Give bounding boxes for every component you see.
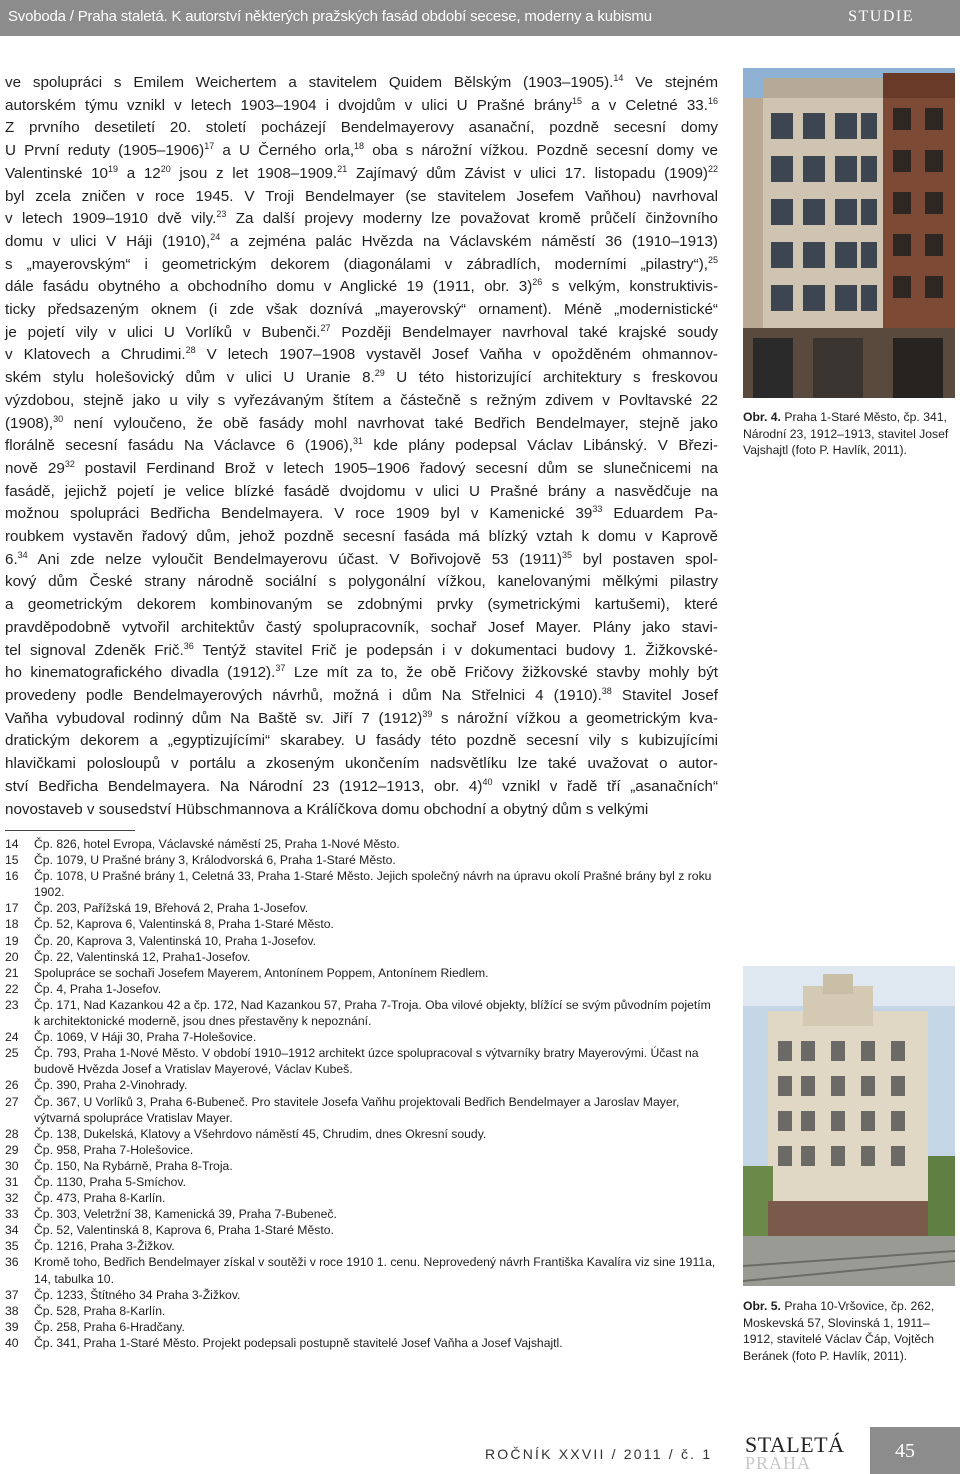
footnote-text: Čp. 1130, Praha 5-Smíchov. <box>34 1174 186 1189</box>
footnote-ref[interactable]: 23 <box>216 209 227 220</box>
text-segment: a 12 <box>118 164 161 182</box>
footnote-text: Čp. 367, U Vorlíků 3, Praha 6-Bubeneč. Pro stavitele Josefa Vaňhu projektovali Bedřich Bendelmayer a Jaroslav Mayer, výtvarná spolupráce Vratislav Mayer. <box>34 1094 680 1125</box>
footnote-ref[interactable]: 28 <box>185 345 196 356</box>
footnote-item <box>5 916 720 932</box>
page-number: 45 <box>895 1440 915 1462</box>
footnote-item <box>5 1029 720 1045</box>
text-segment: Eduardem Pa- <box>602 505 718 523</box>
footnote-item <box>5 1222 720 1238</box>
text-line <box>5 140 718 163</box>
text-line <box>5 413 718 436</box>
footnote-ref[interactable]: 24 <box>210 231 221 242</box>
footnote-item <box>5 1335 720 1351</box>
footnote-text: Čp. 826, hotel Evropa, Václavské náměstí 25, Praha 1-Nové Město. <box>34 837 400 851</box>
footnote-text: Čp. 138, Dukelská, Klatovy a Všehrdovo náměstí 45, Chrudim, dnes Okresní soudy. <box>34 1126 487 1141</box>
text-segment: v letech 1909–1910 dvě vily. <box>5 210 217 228</box>
text-segment: ho kinematografického divadla (1912). <box>5 664 276 682</box>
footnote-number: 18 <box>5 917 19 932</box>
figure-5-caption <box>743 1298 953 1364</box>
text-segment: florálně secesní fasádu Na Václavce 6 (1906), <box>5 437 353 455</box>
footnote-text: Čp. 258, Praha 6-Hradčany. <box>34 1319 185 1334</box>
text-segment: není vyloučeno, že obě fasády mohl navrhovat také Bedřich Bendelmayer, stejně jako <box>63 414 718 432</box>
text-segment: Později Bendelmayer navrhoval také krajské soudy <box>330 323 718 341</box>
text-segment: a zejména palác Hvězda na Václavském náměstí 36 (1910–1913) <box>220 232 718 250</box>
footnote-text: Čp. 303, Veletržní 38, Kamenická 39, Praha 7-Bubeneč. <box>34 1207 337 1222</box>
text-line <box>5 708 718 731</box>
footnote-item <box>5 981 720 997</box>
text-segment: ticky předsazeným oknem (i zde však doznívá „mayerovský“ ornament). Méně „modernistické“ <box>5 301 718 319</box>
footnote-number: 15 <box>5 853 19 868</box>
text-segment: s velkým, konstruktivis- <box>542 278 718 296</box>
text-segment: a U Černého orla, <box>214 142 355 160</box>
text-segment: domu v ulici V Háji (1910), <box>5 232 211 250</box>
figure-4-photo <box>743 68 955 398</box>
text-line <box>5 322 718 345</box>
text-segment: byl postaven spol- <box>572 550 718 568</box>
text-line <box>5 367 718 390</box>
footnote-text: Čp. 22, Valentinská 12, Praha1-Josefov. <box>34 949 251 964</box>
footnote-ref[interactable]: 34 <box>17 549 28 560</box>
text-line <box>5 753 718 776</box>
footnote-ref[interactable]: 14 <box>613 73 624 83</box>
text-line <box>5 186 718 209</box>
footnote-ref[interactable]: 17 <box>204 141 215 152</box>
text-line <box>5 640 718 663</box>
text-segment: novostaveb v sousedství Hübschmannova a Králíčkova domu obchodní a obytný dům s velkými <box>5 800 649 818</box>
text-segment: fasádě, jejichž pojetí je velice blízké fasádě dvojdomu v ulici U Prašné brány a nasvědčuje na <box>5 482 718 500</box>
footnote-text: Čp. 390, Praha 2-Vinohrady. <box>34 1078 188 1093</box>
section-label: STUDIE <box>848 8 914 25</box>
footnote-ref[interactable]: 15 <box>571 95 582 106</box>
text-segment: ve spolupráci s Emilem Weichertem a stavitelem Quidem Bělským (1903–1905). <box>5 74 614 91</box>
text-line <box>5 617 718 640</box>
text-segment: Valentinské 10 <box>5 164 108 182</box>
text-segment: Tentýž stavitel Frič je podepsán i v dokumentaci budovy 1. Žižkovské- <box>193 641 718 659</box>
footnote-item <box>5 1094 720 1126</box>
footnote-item <box>5 1045 720 1077</box>
footnote-text: Čp. 52, Kaprova 6, Valentinská 8, Praha 1-Staré Město. <box>34 917 334 932</box>
text-line <box>5 503 718 526</box>
footnote-number: 14 <box>5 837 19 851</box>
text-segment: Vaňha vybudoval rodinný dům Na Baště sv. Jiří 7 (1912) <box>5 709 423 727</box>
text-segment: dále fasádu obytného a obchodního domu v Anglické 19 (1911, obr. 3) <box>5 278 533 296</box>
footnote-number: 36 <box>5 1255 19 1270</box>
text-line <box>5 72 718 95</box>
text-segment: vznikl v řadě tří „asanačních“ <box>492 777 719 795</box>
footnote-item <box>5 1287 720 1303</box>
footnote-number: 35 <box>5 1239 19 1254</box>
footnote-text: Čp. 341, Praha 1-Staré Město. Projekt podepsali postupně stavitelé Josef Vaňha a Josef Vajshajtl. <box>34 1335 563 1350</box>
footnote-text: Čp. 473, Praha 8-Karlín. <box>34 1191 166 1206</box>
footnote-item <box>5 997 720 1029</box>
header-bar <box>0 0 960 36</box>
text-segment: s „mayerovským“ i geometrickým dekorem (diagonálami v zábradlích, moderními „pilastry“), <box>5 255 708 273</box>
footnote-text: Čp. 958, Praha 7-Holešovice. <box>34 1142 194 1157</box>
footnote-item <box>5 1077 720 1093</box>
text-segment: provedeny podle Bendelmayerových návrhů, možná i dům Na Střelnici 4 (1910). <box>5 686 602 704</box>
footnote-number: 24 <box>5 1030 19 1045</box>
figure-5-caption-text: Praha 10-Vršovice, čp. 262, Moskevská 57, Slovinská 1, 1911–1912, stavitelé Václav Čáp, Vojtěch Beránek (foto P. Havlík, 2011). <box>743 1299 935 1363</box>
footnote-item <box>5 836 720 852</box>
footnote-text: Čp. 1078, U Prašné brány 1, Celetná 33, Praha 1-Staré Město. Jejich společný návrh na úpravu okolí Prašné brány byl z roku 1902. <box>34 869 712 900</box>
footnote-text: Čp. 1233, Štítného 34 Praha 3-Žižkov. <box>34 1287 241 1302</box>
text-segment: Zajímavý dům Závist v ulici 17. listopadu (1909) <box>347 164 708 182</box>
text-segment: autorském týmu vznikl v letech 1903–1904 i dvojdům v ulici U Prašné brány <box>5 96 572 114</box>
footnote-text: Čp. 528, Praha 8-Karlín. <box>34 1303 166 1318</box>
text-line <box>5 799 718 822</box>
footnote-text: Čp. 171, Nad Kazankou 42 a čp. 172, Nad Kazankou 57, Praha 7-Troja. Oba vilové objekty, blížící se svým původním pojetím k architektonické moderně, jsou dnes přestavěny k nepoznání. <box>34 997 711 1029</box>
footnote-number: 23 <box>5 997 19 1012</box>
footnote-ref[interactable]: 19 <box>107 163 118 174</box>
footnote-number: 21 <box>5 965 19 980</box>
text-segment: dratickým dekorem a „egyptizujícími“ skarabey. U fasády této pozdně secesní vily s kubizujícími <box>5 732 718 750</box>
figure-5-photo <box>743 966 955 1286</box>
footnote-number: 29 <box>5 1142 19 1157</box>
footnote-ref[interactable]: 22 <box>707 163 718 174</box>
text-line <box>5 208 718 231</box>
footnote-number: 40 <box>5 1335 19 1350</box>
footnote-number: 22 <box>5 981 19 996</box>
footnote-number: 38 <box>5 1303 19 1318</box>
text-line <box>5 435 718 458</box>
text-line <box>5 231 718 254</box>
text-line <box>5 685 718 708</box>
text-line <box>5 571 718 594</box>
text-segment: je pojetí vily v ulici U Vorlíků v Bubenči. <box>5 323 321 341</box>
main-article-text <box>5 72 718 821</box>
footnote-text: Čp. 793, Praha 1-Nové Město. V období 1910–1912 architekt úzce spolupracoval s výtvarníky bratry Mayerovými. Účast na budově Hvězda Josef a Vratislav Mayerové, Václav Kubeš. <box>34 1046 699 1077</box>
text-segment: nově 29 <box>5 459 65 477</box>
text-segment: možnou spolupráci Bedřicha Bendelmayera. V roce 1909 byl v Kamenické 39 <box>5 505 593 523</box>
footnote-text: Čp. 1216, Praha 3-Žižkov. <box>34 1239 175 1254</box>
text-line <box>5 276 718 299</box>
footnote-ref[interactable]: 35 <box>562 549 573 560</box>
footnote-number: 28 <box>5 1126 19 1141</box>
text-line <box>5 481 718 504</box>
text-line <box>5 594 718 617</box>
footnote-item <box>5 1158 720 1174</box>
figure-4-caption-text: Praha 1-Staré Město, čp. 341, Národní 23, 1912–1913, stavitel Josef Vajshajtl (foto P. Havlík, 2011). <box>743 410 949 457</box>
text-line <box>5 390 718 413</box>
journal-logo-bottom: PRAHA <box>745 1453 812 1473</box>
footnote-number: 16 <box>5 869 19 884</box>
text-segment: (1908), <box>5 414 54 432</box>
volume-info: ROČNÍK XXVII / 2011 / č. 1 <box>485 1446 713 1462</box>
text-segment: výzdobou, stejně jako u vily s vyřezávaným štítem a částečně s režným zdivem v Povltavské 22 <box>5 391 718 409</box>
footnote-ref[interactable]: 16 <box>707 95 718 106</box>
footnote-item <box>5 1126 720 1142</box>
text-segment: Lze mít za to, že obě Fričovy žižkovské stavby mohly být <box>285 664 719 682</box>
footnote-text: Čp. 150, Na Rybárně, Praha 8-Troja. <box>34 1158 233 1173</box>
text-segment: V letech 1907–1908 vystavěl Josef Vaňha v opožděném ohmannov- <box>195 346 718 364</box>
footnote-text: Čp. 1069, V Háji 30, Praha 7-Holešovice. <box>34 1030 257 1045</box>
text-segment: Stavitel Josef <box>611 686 718 704</box>
footnote-ref[interactable]: 38 <box>601 685 612 696</box>
running-title: Svoboda / Praha staletá. K autorství některých pražských fasád období secese, moderny a kubismu <box>8 8 652 25</box>
text-segment: oba s nárožní vížkou. Pozdně secesní domy ve <box>364 142 718 160</box>
text-segment: 6. <box>5 550 18 568</box>
footnote-text: Čp. 1079, U Prašné brány 3, Králodvorská 6, Praha 1-Staré Město. <box>34 853 396 868</box>
footnote-text: Kromě toho, Bedřich Bendelmayer získal v soutěži v roce 1910 1. cenu. Neprovedený návrh Františka Kavalíra viz sine 1911a, 14, tabulka 10. <box>34 1255 716 1286</box>
footnote-number: 32 <box>5 1191 19 1206</box>
footnote-ref[interactable]: 33 <box>592 504 603 515</box>
text-line <box>5 526 718 549</box>
footnote-ref[interactable]: 40 <box>482 776 493 787</box>
footnote-text: Čp. 4, Praha 1-Josefov. <box>34 981 162 996</box>
footnote-item <box>5 900 720 916</box>
text-line <box>5 776 718 799</box>
figure-4-label: Obr. 4. <box>743 410 781 424</box>
figure-5-label: Obr. 5. <box>743 1299 781 1313</box>
text-line <box>5 730 718 753</box>
text-segment: U První reduty (1905–1906) <box>5 142 205 160</box>
footnote-number: 27 <box>5 1094 19 1109</box>
footnote-number: 20 <box>5 949 19 964</box>
text-line <box>5 299 718 322</box>
footnote-number: 19 <box>5 933 19 948</box>
text-segment: Ve stejném <box>623 74 718 91</box>
footnote-ref[interactable]: 18 <box>354 141 365 152</box>
footnote-item <box>5 965 720 981</box>
footnote-number: 30 <box>5 1158 19 1173</box>
footnote-ref[interactable]: 32 <box>64 458 75 469</box>
footnote-number: 17 <box>5 901 19 916</box>
footnote-item <box>5 1238 720 1254</box>
text-line <box>5 549 718 572</box>
text-segment: kový dům České strany národně sociální s polygonální vížkou, kanelovanými mělkými pilastry <box>5 573 718 591</box>
text-segment: a v Celetné 33. <box>582 96 708 114</box>
footnote-ref[interactable]: 25 <box>707 254 718 265</box>
footnote-number: 37 <box>5 1287 19 1302</box>
text-segment: Ani zde nelze vyloučit Bendelmayerovu účast. V Bořivojově 53 (1911) <box>27 550 563 568</box>
text-segment: pravděpodobně vytvořil architektův častý spolupracovník, sochař Josef Mayer. Plány jako stavi- <box>5 618 718 636</box>
footnote-ref[interactable]: 37 <box>275 663 286 674</box>
footnote-ref[interactable]: 36 <box>183 640 194 651</box>
footnote-item <box>5 949 720 965</box>
footnote-divider <box>5 830 135 831</box>
footnote-item <box>5 1319 720 1335</box>
text-segment: ském stylu holešovický dům v ulici U Uranie 8. <box>5 369 375 387</box>
text-line <box>5 458 718 481</box>
building-national-23-image <box>743 68 955 398</box>
footnote-number: 33 <box>5 1207 19 1222</box>
footnote-number: 26 <box>5 1078 19 1093</box>
footnote-text: Čp. 52, Valentinská 8, Kaprova 6, Praha 1-Staré Město. <box>34 1223 334 1238</box>
footnote-item <box>5 1206 720 1222</box>
footnote-ref[interactable]: 29 <box>374 368 385 379</box>
footnote-text: Spolupráce se sochaři Josefem Mayerem, Antonínem Poppem, Antonínem Riedlem. <box>34 965 489 980</box>
footnotes-list <box>5 836 720 1351</box>
text-line <box>5 95 718 118</box>
footnote-item <box>5 1303 720 1319</box>
building-moskevska-57-image <box>743 966 955 1286</box>
footnote-ref[interactable]: 21 <box>337 163 348 174</box>
footnote-ref[interactable]: 31 <box>352 436 363 447</box>
figure-4-caption <box>743 409 953 459</box>
text-segment: jsou z let 1908–1909. <box>170 164 338 182</box>
text-line <box>5 254 718 277</box>
text-segment: s nárožní vížkou a geometrickým kva- <box>432 709 719 727</box>
footnote-number: 39 <box>5 1319 19 1334</box>
text-segment: ství Bedřicha Bendelmayera. Na Národní 23 (1912–1913, obr. 4) <box>5 777 483 795</box>
footnote-number: 34 <box>5 1223 19 1238</box>
text-segment: roubkem vystavěn řadový dům, jehož pozdně secesní fasáda má blízký vztah k domu v Kaprově <box>5 528 718 546</box>
text-segment: tel signoval Zdeněk Frič. <box>5 641 184 659</box>
footnote-text: Čp. 203, Pařížská 19, Břehová 2, Praha 1-Josefov. <box>34 901 309 916</box>
footnote-ref[interactable]: 27 <box>320 322 331 333</box>
footnote-number: 31 <box>5 1174 19 1189</box>
journal-logo-top: STALETÁ <box>745 1432 845 1457</box>
footnote-ref[interactable]: 30 <box>53 413 64 424</box>
footnote-item <box>5 852 720 868</box>
footnote-item <box>5 1174 720 1190</box>
footnote-item <box>5 1190 720 1206</box>
text-segment: byl zcela zničen v roce 1945. V Troji Bendelmayer (se stavitelem Josefem Vaňhou) navrhoval <box>5 187 718 205</box>
text-line <box>5 163 718 186</box>
footnote-ref[interactable]: 26 <box>532 277 543 288</box>
text-line <box>5 117 718 140</box>
footnote-item <box>5 1254 720 1286</box>
text-segment: U této historizující architektury s freskovou <box>384 369 718 387</box>
footnote-item <box>5 868 720 900</box>
text-segment: kde plány podepsal Václav Libánský. V Březi- <box>362 437 718 455</box>
footnote-text: Čp. 20, Kaprova 3, Valentinská 10, Praha 1-Josefov. <box>34 933 317 948</box>
text-segment: v Klatovech a Chrudimi. <box>5 346 186 364</box>
text-segment: Z prvního desetiletí 20. století pocházejí Bendelmayerovy asanační, pozdně secesní domy <box>5 119 718 137</box>
text-segment: a geometrickým dekorem kombinovaným se zdobnými prvky (symetrickými kartušemi), které <box>5 596 718 614</box>
text-line <box>5 344 718 367</box>
text-segment: hlavičkami polosloupů v portálu a zkoseným ukončením nadsvětlíku lze také uvažovat o autor- <box>5 755 718 773</box>
text-segment: Za další projevy moderny lze považovat kromě průčelí činžovního <box>226 210 718 228</box>
text-segment: postavil Ferdinand Brož v letech 1905–1906 řadový secesní dům se slunečnicemi na <box>74 459 719 477</box>
footnote-ref[interactable]: 20 <box>160 163 171 174</box>
text-line <box>5 662 718 685</box>
footnote-ref[interactable]: 39 <box>422 708 433 719</box>
footnote-number: 25 <box>5 1046 19 1061</box>
footnote-item <box>5 1142 720 1158</box>
footnote-item <box>5 933 720 949</box>
